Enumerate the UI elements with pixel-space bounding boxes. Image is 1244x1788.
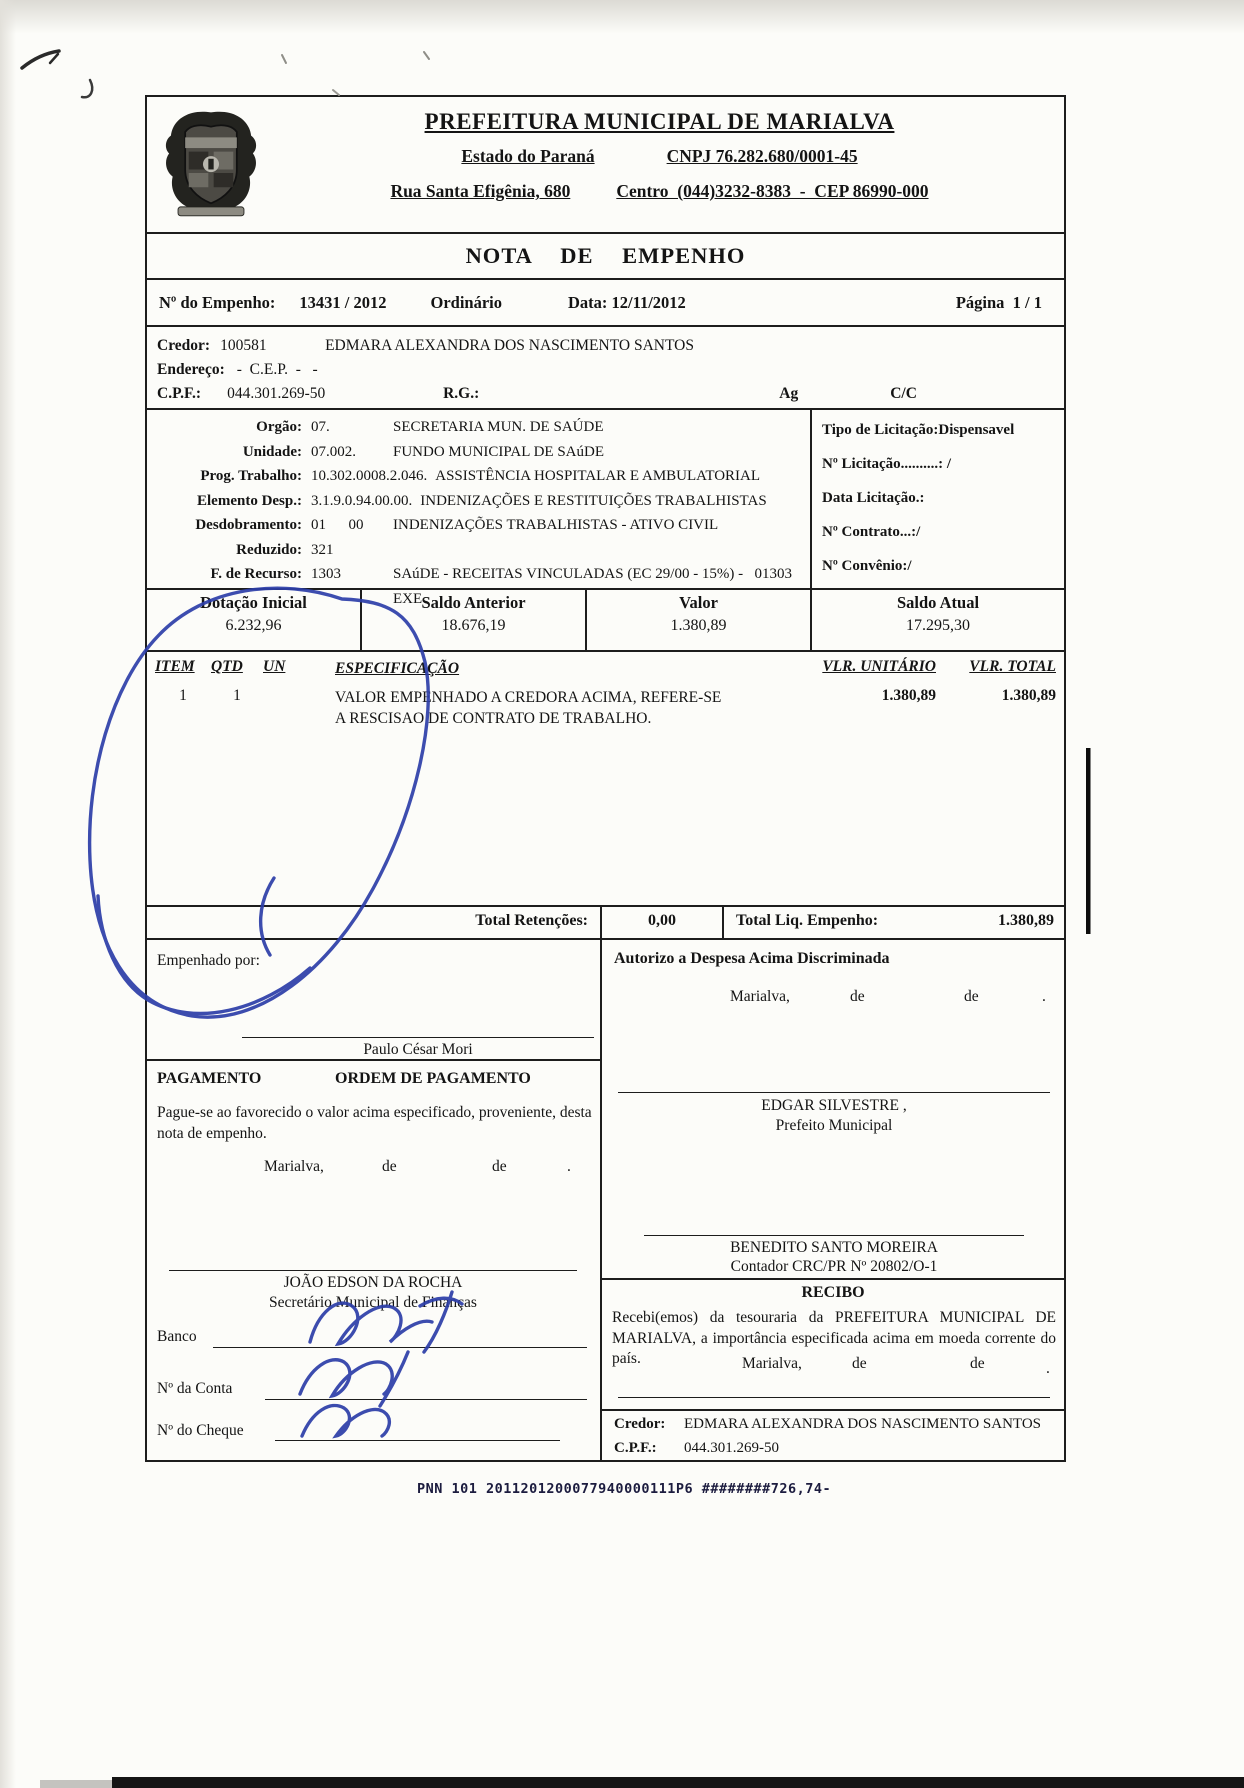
budget-row-desc: SECRETARIA MUN. DE SAÚDE bbox=[393, 419, 604, 435]
items-header-qtd: QTD bbox=[211, 658, 243, 675]
budget-row-label: Unidade: bbox=[242, 443, 302, 460]
recibo-cpf-value: 044.301.269-50 bbox=[684, 1440, 779, 1456]
cpf-label: C.P.F.: bbox=[157, 385, 202, 402]
signatures-section bbox=[147, 940, 1064, 1462]
budget-row-label: Reduzido: bbox=[236, 541, 302, 558]
budget-row-desc: FUNDO MUNICIPAL DE SAúDE bbox=[393, 443, 604, 460]
creditor-label: Credor: bbox=[157, 337, 211, 354]
address-street: Rua Santa Efigênia, 680 bbox=[390, 181, 571, 201]
recibo-credor-name: EDMARA ALEXANDRA DOS NASCIMENTO SANTOS bbox=[684, 1416, 1041, 1432]
balances-table bbox=[147, 590, 1064, 652]
items-header-row bbox=[155, 658, 1056, 679]
balance-cell-anterior bbox=[362, 590, 587, 650]
balance-value: 18.676,19 bbox=[441, 617, 506, 634]
cheque-label: Nº do Cheque bbox=[157, 1422, 244, 1439]
item-qty: 1 bbox=[233, 687, 241, 704]
budget-row-desdobramento bbox=[149, 513, 808, 538]
item-description: VALOR EMPENHADO A CREDORA ACIMA, REFERE-SE A RESCISAO DE CONTRATO DE TRABALHO. bbox=[335, 689, 722, 727]
item-row bbox=[155, 687, 1056, 729]
form-header bbox=[147, 97, 1064, 234]
budget-row-code: 07.002. bbox=[311, 443, 356, 460]
balance-header: Saldo Atual bbox=[896, 593, 980, 612]
budget-row-reduzido bbox=[149, 538, 808, 563]
item-total-value: 1.380,89 bbox=[1001, 687, 1056, 704]
section-divider bbox=[602, 1409, 1064, 1411]
ordem-pagamento-title: ORDEM DE PAGAMENTO bbox=[335, 1070, 531, 1087]
signer-name-paulo: Paulo César Mori bbox=[363, 1041, 473, 1058]
balance-value: 1.380,89 bbox=[670, 617, 727, 634]
payment-column bbox=[147, 940, 602, 1462]
balance-value: 6.232,96 bbox=[225, 617, 282, 634]
balance-cell-atual bbox=[812, 590, 1064, 650]
licitacao-numero: Nº Licitação..........: / bbox=[822, 456, 952, 472]
signer-role-prefeito: Prefeito Municipal bbox=[775, 1117, 893, 1134]
balance-header: Valor bbox=[679, 593, 718, 612]
creditor-code: 100581 bbox=[220, 337, 267, 354]
header-text-block bbox=[265, 102, 1054, 227]
budget-row-extra-code: 01303 bbox=[754, 566, 792, 582]
item-unit-value: 1.380,89 bbox=[881, 687, 936, 704]
address-label: Endereço: bbox=[157, 361, 225, 378]
machine-validation-print: PNN 101 2011201200077940000111P6 ########726,74- bbox=[417, 1481, 832, 1497]
budget-row-code: 1303 bbox=[311, 566, 341, 582]
conta-fill-line bbox=[265, 1399, 587, 1400]
balance-header: Saldo Anterior bbox=[421, 593, 526, 612]
period-mark: . bbox=[1046, 1360, 1050, 1377]
recibo-title: RECIBO bbox=[801, 1284, 865, 1301]
cnpj-label: CNPJ 76.282.680/0001-45 bbox=[666, 146, 858, 166]
municipal-coat-of-arms-logo bbox=[157, 102, 265, 227]
section-divider bbox=[602, 1278, 1064, 1280]
de-label: de bbox=[382, 1158, 397, 1175]
city-label: Marialva, bbox=[264, 1158, 324, 1175]
items-table bbox=[147, 652, 1064, 907]
empenho-type: Ordinário bbox=[430, 292, 502, 312]
budget-row-elemento bbox=[149, 489, 808, 514]
address-value: - C.E.P. - - bbox=[236, 361, 318, 378]
recibo-cpf-label: C.P.F.: bbox=[614, 1440, 657, 1456]
budget-row-code: 321 bbox=[311, 541, 334, 558]
budget-row-orgao bbox=[149, 415, 808, 440]
signature-line bbox=[618, 1397, 1050, 1398]
budget-row-label: Desdobramento: bbox=[195, 517, 302, 533]
items-header-item: ITEM bbox=[155, 658, 195, 675]
empenho-number-value: 13431 / 2012 bbox=[299, 292, 387, 312]
budget-row-desc: INDENIZAÇÕES TRABALHISTAS - ATIVO CIVIL bbox=[393, 517, 719, 533]
total-retencoes-value: 0,00 bbox=[602, 907, 724, 938]
budget-row-desc: ASSISTÊNCIA HOSPITALAR E AMBULATORIAL bbox=[435, 468, 761, 484]
items-header-total: VLR. TOTAL bbox=[969, 658, 1056, 675]
licitacao-tipo: Tipo de Licitação:Dispensavel bbox=[822, 422, 1015, 438]
total-liquido-cell bbox=[724, 907, 1064, 938]
signature-line bbox=[644, 1235, 1024, 1236]
balance-cell-valor bbox=[587, 590, 812, 650]
item-unit-measure bbox=[263, 687, 335, 729]
licitacao-convenio: Nº Convênio:/ bbox=[822, 558, 912, 574]
cheque-fill-line bbox=[275, 1440, 560, 1441]
budget-row-desc: SAúDE - RECEITAS VINCULADAS (EC 29/00 - 15%) - EXE bbox=[393, 566, 744, 607]
coat-of-arms-icon bbox=[162, 105, 260, 225]
page-indicator: Página 1 / 1 bbox=[955, 292, 1042, 312]
licitacao-data: Data Licitação.: bbox=[822, 490, 925, 506]
de-label: de bbox=[964, 988, 979, 1005]
total-retencoes-label: Total Retenções: bbox=[147, 907, 602, 938]
city-label: Marialva, bbox=[742, 1355, 802, 1372]
signer-role-finance: Secretário Municipal de Finanças bbox=[269, 1294, 477, 1311]
pagamento-title: PAGAMENTO bbox=[157, 1070, 262, 1087]
budget-row-label: Prog. Trabalho: bbox=[200, 468, 302, 484]
recibo-text: Recebi(emos) da tesouraria da PREFEITURA MUNICIPAL DE MARIALVA, a importância especificada acima em moeda corrente do país. bbox=[612, 1309, 1056, 1367]
item-number: 1 bbox=[179, 687, 187, 704]
budget-row-label: Orgão: bbox=[256, 419, 302, 435]
budget-row-label: Elemento Desp.: bbox=[197, 492, 302, 509]
balance-header: Dotação Inicial bbox=[200, 593, 307, 612]
pagamento-text: Pague-se ao favorecido o valor acima especificado, proveniente, desta nota de empenho. bbox=[157, 1104, 592, 1142]
rg-label: R.G.: bbox=[443, 385, 480, 402]
conta-label: Nº da Conta bbox=[157, 1380, 233, 1397]
de-label: de bbox=[852, 1355, 867, 1372]
budget-row-unidade bbox=[149, 440, 808, 465]
banco-fill-line bbox=[213, 1347, 587, 1348]
cc-label: C/C bbox=[890, 385, 917, 402]
total-liquido-value: 1.380,89 bbox=[998, 912, 1054, 929]
empenho-date: Data: 12/11/2012 bbox=[568, 292, 686, 312]
budget-row-label: F. de Recurso: bbox=[210, 566, 302, 582]
signer-name-benedito: BENEDITO SANTO MOREIRA bbox=[730, 1239, 938, 1256]
licitacao-box bbox=[810, 410, 1064, 588]
de-label: de bbox=[850, 988, 865, 1005]
totals-row bbox=[147, 907, 1064, 940]
period-mark: . bbox=[567, 1158, 571, 1175]
nota-de-empenho-form bbox=[145, 95, 1066, 1462]
creditor-name: EDMARA ALEXANDRA DOS NASCIMENTO SANTOS bbox=[325, 337, 694, 354]
de-label: de bbox=[492, 1158, 507, 1175]
address-district-phone: Centro (044)3232-8383 - CEP 86990-000 bbox=[616, 181, 929, 201]
de-label: de bbox=[970, 1355, 985, 1372]
empenho-number-label: Nº do Empenho: bbox=[159, 292, 276, 312]
signature-line bbox=[169, 1270, 577, 1271]
items-header-espec: ESPECIFICAÇÃO bbox=[335, 660, 460, 677]
cpf-value: 044.301.269-50 bbox=[227, 385, 326, 402]
items-header-unit: VLR. UNITÁRIO bbox=[822, 658, 936, 675]
budget-row-code: 07. bbox=[311, 419, 330, 435]
state-label: Estado do Paraná bbox=[461, 146, 595, 166]
licitacao-contrato: Nº Contrato...:/ bbox=[822, 524, 921, 540]
budget-row-code: 10.302.0008.2.046. bbox=[311, 468, 428, 484]
org-name: PREFEITURA MUNICIPAL DE MARIALVA bbox=[424, 109, 895, 134]
balance-value: 17.295,30 bbox=[906, 617, 970, 634]
banco-label: Banco bbox=[157, 1328, 197, 1345]
balance-cell-dotacao bbox=[147, 590, 362, 650]
items-header-un: UN bbox=[263, 658, 286, 675]
document-title: NOTA DE EMPENHO bbox=[147, 234, 1064, 280]
creditor-section bbox=[147, 327, 1064, 410]
recibo-credor-label: Credor: bbox=[614, 1416, 666, 1432]
budget-row-prog-trabalho bbox=[149, 464, 808, 489]
city-label: Marialva, bbox=[730, 988, 790, 1005]
ag-label: Ag bbox=[779, 385, 799, 402]
signer-name-joao: JOÃO EDSON DA ROCHA bbox=[283, 1274, 463, 1291]
empenhado-por-label: Empenhado por: bbox=[157, 952, 260, 969]
signer-role-contador: Contador CRC/PR Nº 20802/O-1 bbox=[730, 1258, 938, 1275]
period-mark: . bbox=[1042, 988, 1046, 1005]
budget-row-code: 3.1.9.0.94.00.00. bbox=[311, 492, 413, 509]
authorization-column bbox=[602, 940, 1064, 1462]
autorizo-title: Autorizo a Despesa Acima Discriminada bbox=[614, 950, 890, 967]
signature-line bbox=[242, 1037, 594, 1038]
empenho-number-row bbox=[147, 280, 1064, 327]
budget-row-desc: INDENIZAÇÕES E RESTITUIÇÕES TRABALHISTAS bbox=[420, 492, 767, 509]
budget-row-code: 01 00 bbox=[311, 517, 364, 533]
section-divider bbox=[147, 1059, 600, 1061]
signer-name-edgar: EDGAR SILVESTRE , bbox=[761, 1097, 907, 1114]
total-liquido-label: Total Liq. Empenho: bbox=[736, 912, 879, 929]
signature-line bbox=[618, 1092, 1050, 1093]
